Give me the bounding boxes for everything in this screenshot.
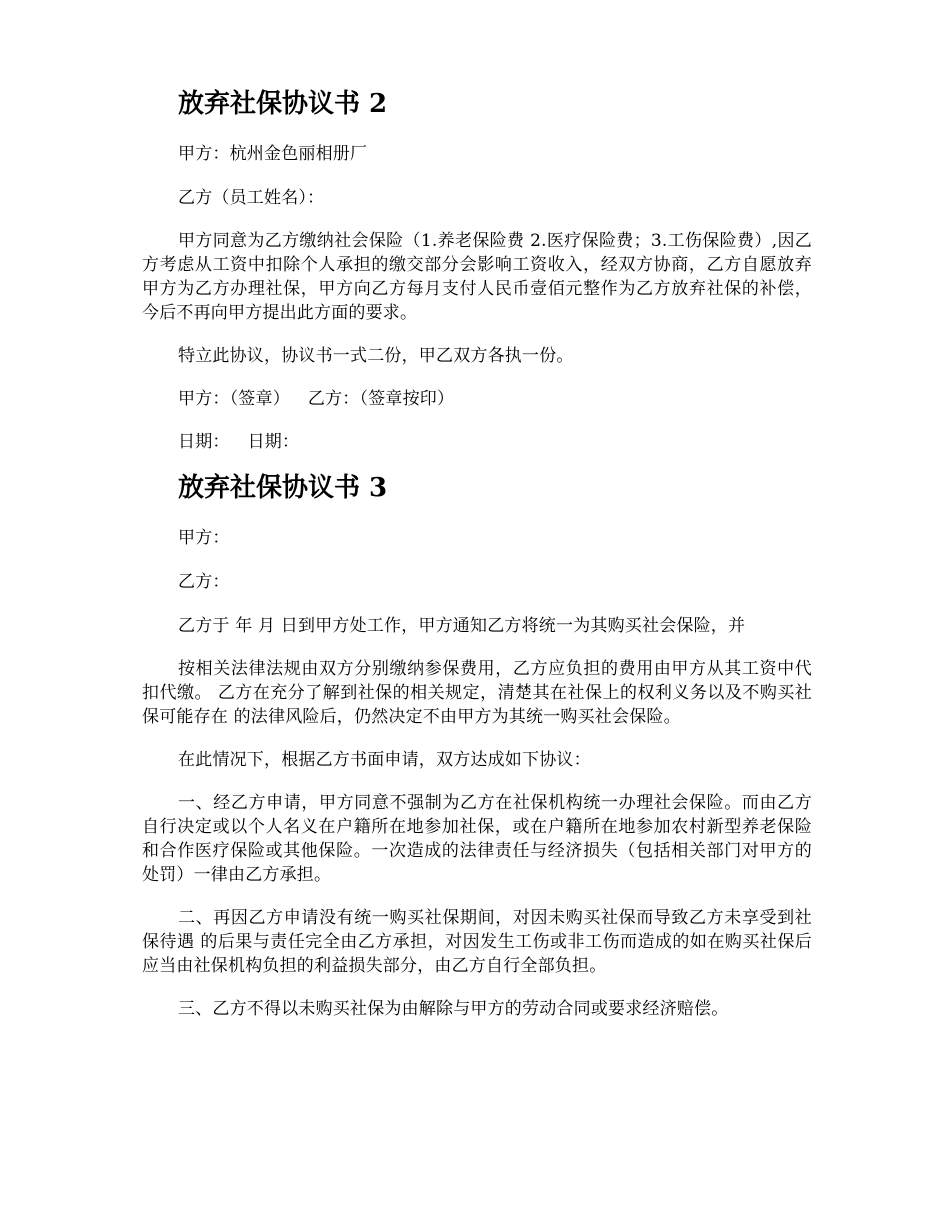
- section3-item2: 二、再因乙方申请没有统一购买社保期间，对因未购买社保而导致乙方未享受到社保待遇 的后果与责任完全由乙方承担，对因发生工伤或非工伤而造成的如在购买社保后应当由社保机构负担的利益损失部分，由乙方自行全部负担。: [142, 908, 812, 976]
- section2-date-b: 日期：: [247, 432, 300, 452]
- section2-date-a: 日期：: [178, 432, 230, 452]
- section3-para1: 按相关法律法规由双方分别缴纳参保费用，乙方应负担的费用由甲方从其工资中代扣代缴。 乙方在充分了解到社保的相关规定，清楚其在社保上的权利义务以及不购买社保可能存在 的法律风险后，仍然决定不由甲方为其统一购买社会保险。: [142, 659, 812, 727]
- section2-body: 甲方同意为乙方缴纳社会保险（1.养老保险费 2.医疗保险费；3.工伤保险费）,因乙方考虑从工资中扣除个人承担的缴交部分会影响工资收入，经双方协商，乙方自愿放弃甲方为乙方办理社保，甲方向乙方每月支付人民币壹佰元整作为乙方放弃社保的补偿，今后不再向甲方提出此方面的要求。: [142, 231, 812, 323]
- section3-para2: 在此情况下，根据乙方书面申请，双方达成如下协议：: [178, 750, 591, 770]
- section2-sign-b: 乙方：（签章按印）: [307, 389, 455, 409]
- section2-copies: 特立此协议，协议书一式二份，甲乙双方各执一份。: [178, 346, 574, 366]
- section3-title: 放弃社保协议书 3: [178, 473, 388, 503]
- section3-party-b: 乙方：: [178, 572, 230, 592]
- section2-sign-a: 甲方：（签章）: [178, 389, 290, 409]
- document-content: [142, 82, 812, 1021]
- section2-party-a: 甲方：杭州金色丽相册厂: [178, 144, 368, 164]
- section3-item3: 三、乙方不得以未购买社保为由解除与甲方的劳动合同或要求经济赔偿。: [178, 999, 729, 1019]
- section2-party-b: 乙方（员工姓名）：: [178, 188, 325, 208]
- section2-dates: [178, 430, 812, 454]
- section2-title: 放弃社保协议书 2: [178, 89, 388, 119]
- section2-signatures: [178, 387, 812, 411]
- section3-party-a: 甲方：: [178, 528, 230, 548]
- section3-item1: 一、经乙方申请，甲方同意不强制为乙方在社保机构统一办理社会保险。而由乙方自行决定或以个人名义在户籍所在地参加社保，或在户籍所在地参加农村新型养老保险和合作医疗保险或其他保险。一次造成的法律责任与经济损失（包括相关部门对甲方的处罚）一律由乙方承担。: [142, 793, 812, 885]
- section3-line1: 乙方于 年 月 日到甲方处工作，甲方通知乙方将统一为其购买社会保险，并: [178, 616, 746, 636]
